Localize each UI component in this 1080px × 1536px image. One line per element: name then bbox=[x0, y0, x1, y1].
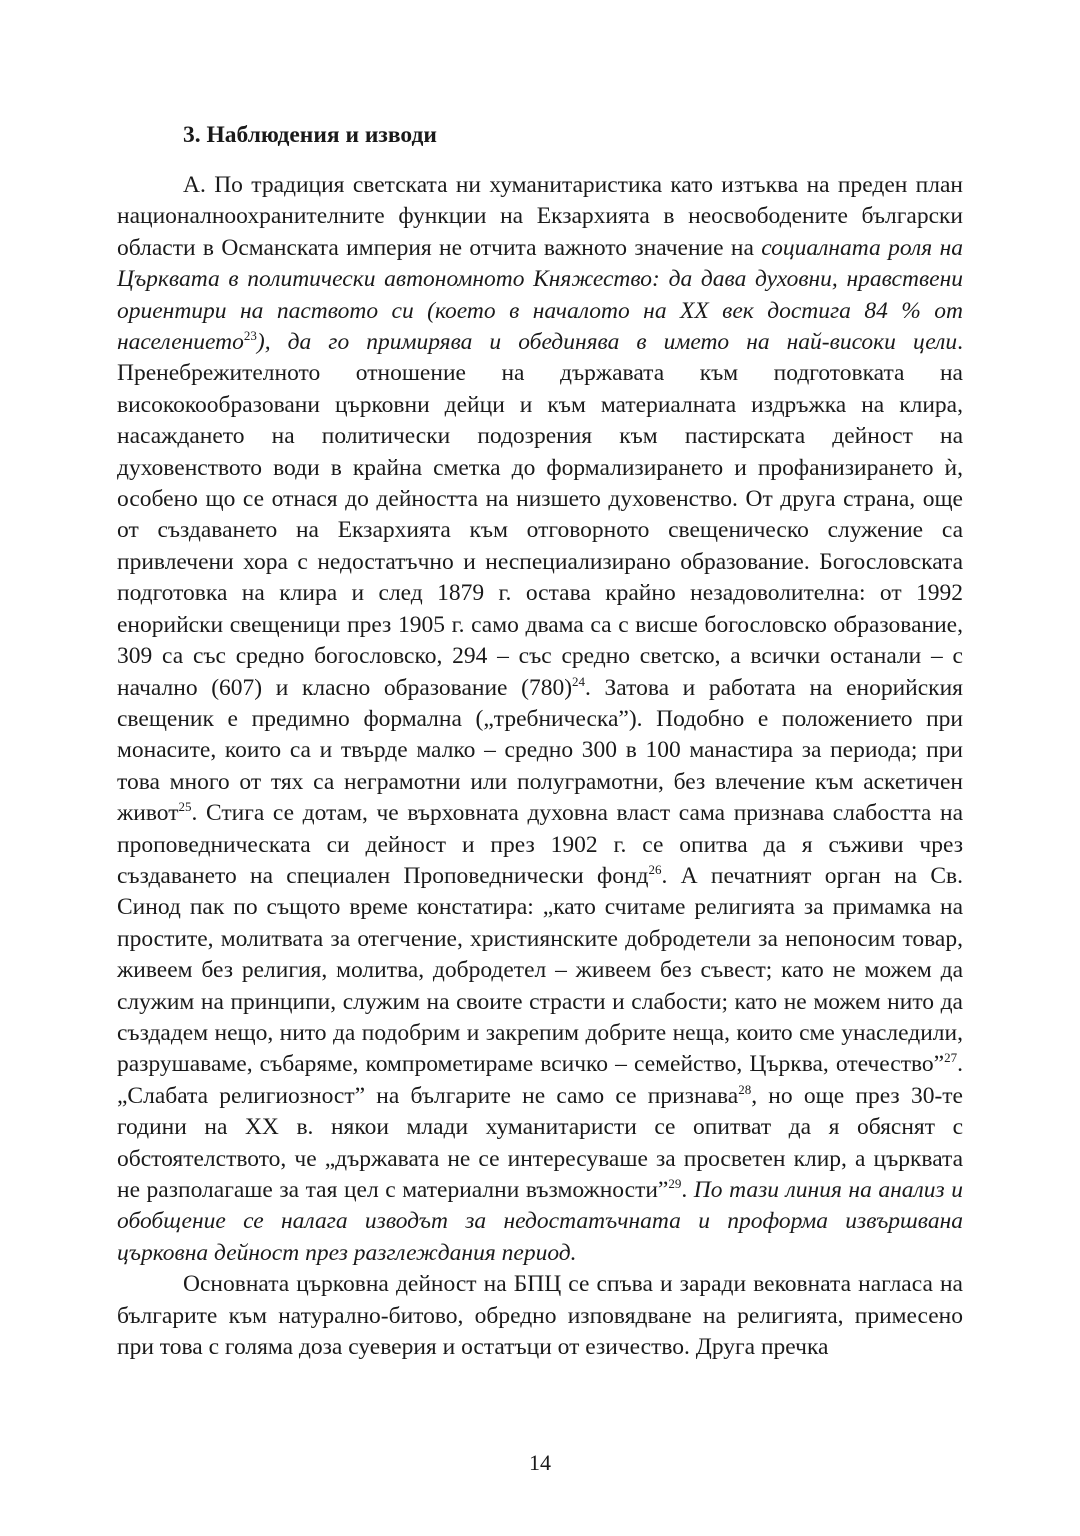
italic-conclusion: По тази линия на анализ и обобщение се налага изводът за недостатъчната и проформа извършвана църковна дейност през разглеждания период. bbox=[117, 1177, 964, 1266]
document-page bbox=[117, 0, 963, 1536]
paragraph-2: Основната църковна дейност на БПЦ се спъва и заради вековната нагласа на българите към натурално-битово, обредно изповядване на религията, примесено при това с голяма доза суеверия и остатъци от езичество. Друга пречка bbox=[117, 1271, 963, 1361]
text-run: . bbox=[681, 1177, 694, 1203]
text-run: . Затова и работата на енорийския свещеник е предимно формална („требническа”). Подобно е положението при монасите, които са и твърде малко – средно 300 в 100 манастира за периода; при това много от тях са неграмотни или полуграмотни, без влечение към аскетичен живот bbox=[117, 674, 963, 827]
footnote-ref-24: 24 bbox=[572, 673, 586, 689]
footnote-ref-25: 25 bbox=[178, 799, 192, 815]
text-run: . А печатният орган на Св. Синод пак по същото време констатира: „като считаме религията за примамка на простите, молитвата за отегчение, християнските добродетели за непоносим товар, живеем без религия, молитва, добродетел – живеем без съвест; като не можем да служим на принципи, служим на своите страсти и слабости; като не можем нито да създадем нещо, нито да подобрим и закрепим добрите неща, които сме унаследили, разрушаваме, събаряме, компрометираме всичко – семейство, Църква, отечество” bbox=[117, 862, 963, 1078]
text-run: А. По традиция светската ни хуманитаристика като изтъква на преден план националноохранителните функции на Екзархията в неосвободените български области в Османската империя не отчита важното значение на bbox=[117, 172, 963, 261]
footnote-ref-29: 29 bbox=[668, 1176, 682, 1191]
text-run: , но още през 30-те години на XX в. някои млади хуманитаристи се опитват да я обяснят с обстоятелството, че „държавата не се интересуваше за просветен клир, а църквата не разполагаше за тая цел с материални възможности” bbox=[117, 1082, 963, 1203]
text-run: . Стига се дотам, че върховната духовна власт сама признава слабостта на проповедническата си дейност и през 1902 г. се опитва да я съживи чрез създаването на специален Проповеднически фонд bbox=[117, 800, 963, 889]
footnote-ref-23: 23 bbox=[243, 328, 257, 344]
italic-run: социалната роля на Църквата в политически автономното Княжество: да дава духовни, нравствени ориентири на паството си (което в началото на XX век достига 84 % от населението bbox=[117, 234, 963, 356]
text-run: . „Слабата религиозност” на българите не само се признава bbox=[117, 1051, 963, 1109]
footnote-ref-27: 27 bbox=[944, 1050, 958, 1066]
section-heading: 3. Наблюдения и изводи bbox=[183, 122, 437, 148]
text-run: . Пренебрежителното отношение на държавата към подготовката на висококообразовани църковни дейци и към материалната издръжка на клира, насаждането на политически подозрения към пастирската дейност на духовенството води в крайна сметка до формализирането и профанизирането ѝ, особено що се отнася до дейността на низшето духовенство. От друга страна, още от създаването на Екзархията към отговорното свещеническо служение са привлечени хора с недостатъчно и неспециализирано образование. Богословската подготовка на клира и след 1879 г. остава крайно незадоволителна: от 1992 енорийски свещеници през 1905 г. само двама са с висше богословско образование, 309 са със средно богословско, 294 – със средно светско, а всички останали – с начално (607) и класно образование (780) bbox=[117, 329, 963, 701]
footnote-ref-28: 28 bbox=[738, 1081, 752, 1097]
page-number: 14 bbox=[529, 1450, 551, 1475]
footnote-ref-26: 26 bbox=[648, 861, 662, 877]
italic-run: ), да го примирява и обединява в името на най-високи цели bbox=[256, 329, 958, 356]
paragraph-1 bbox=[117, 170, 963, 1269]
body-text bbox=[117, 170, 963, 1363]
